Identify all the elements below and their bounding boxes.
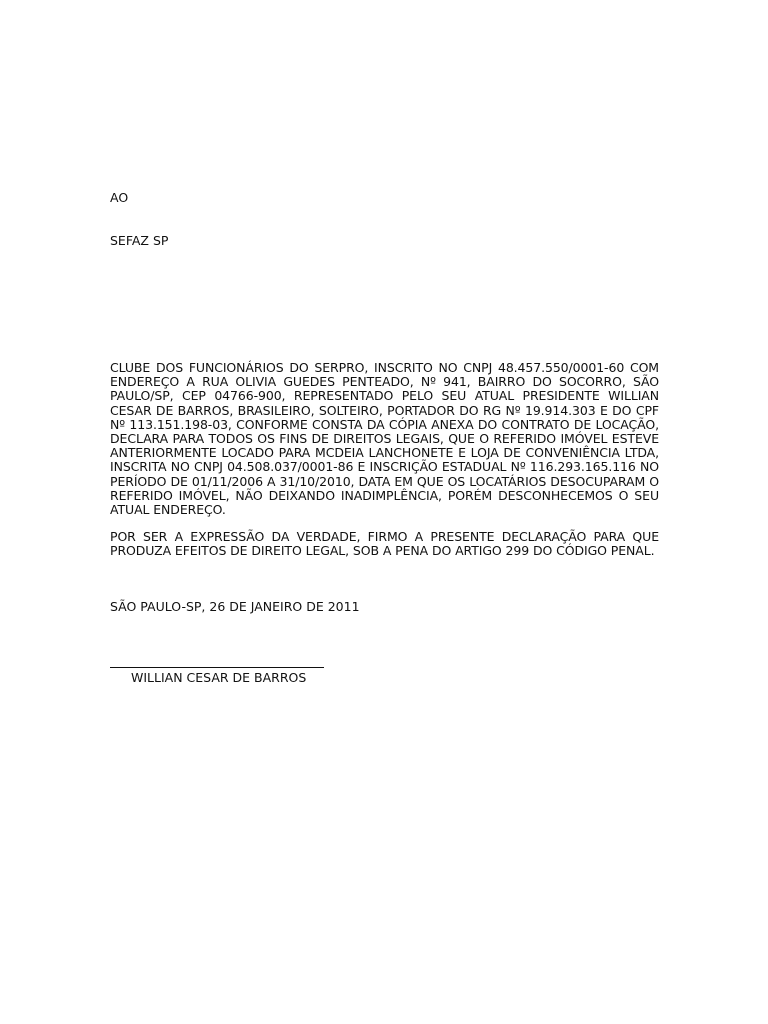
declaration-paragraph: CLUBE DOS FUNCIONÁRIOS DO SERPRO, INSCRITO NO CNPJ 48.457.550/0001-60 COM ENDEREÇO A RUA OLIVIA GUEDES PENTEADO, Nº 941, BAIRRO DO SOCORRO, SÃO PAULO/SP, CEP 04766-900, REPRESENTADO PELO SEU ATUAL PRESIDENTE WILLIAN CESAR DE BARROS, BRASILEIRO, SOLTEIRO, PORTADOR DO RG Nº 19.914.303 E DO CPF Nº 113.151.198-03, CONFORME CONSTA DA CÓPIA ANEXA DO CONTRATO DE LOCAÇÃO, DECLARA PARA TODOS OS FINS DE DIREITOS LEGAIS, QUE O REFERIDO IMÓVEL ESTEVE ANTERIORMENTE LOCADO PARA MCDEIA LANCHONETE E LOJA DE CONVENIÊNCIA LTDA, INSCRITA NO CNPJ 04.508.037/0001-86 E INSCRIÇÃO ESTADUAL Nº 116.293.165.116 NO PERÍODO DE 01/11/2006 A 31/10/2010, DATA EM QUE OS LOCATÁRIOS DESOCUPARAM O REFERIDO IMÓVEL, NÃO DEIXANDO INADIMPLÊNCIA, PORÉM DESCONHECEMOS O SEU ATUAL ENDEREÇO.	[110, 360, 659, 518]
place-and-date: SÃO PAULO-SP, 26 DE JANEIRO DE 2011	[110, 599, 360, 614]
signatory-name: WILLIAN CESAR DE BARROS	[131, 670, 307, 685]
closing-paragraph: POR SER A EXPRESSÃO DA VERDADE, FIRMO A PRESENTE DECLARAÇÃO PARA QUE PRODUZA EFEITOS DE DIREITO LEGAL, SOB A PENA DO ARTIGO 299 DO CÓDIGO PENAL.	[110, 529, 659, 559]
addressee-line: AO	[110, 190, 129, 205]
signature-line	[110, 667, 324, 668]
recipient-line: SEFAZ SP	[110, 233, 169, 248]
